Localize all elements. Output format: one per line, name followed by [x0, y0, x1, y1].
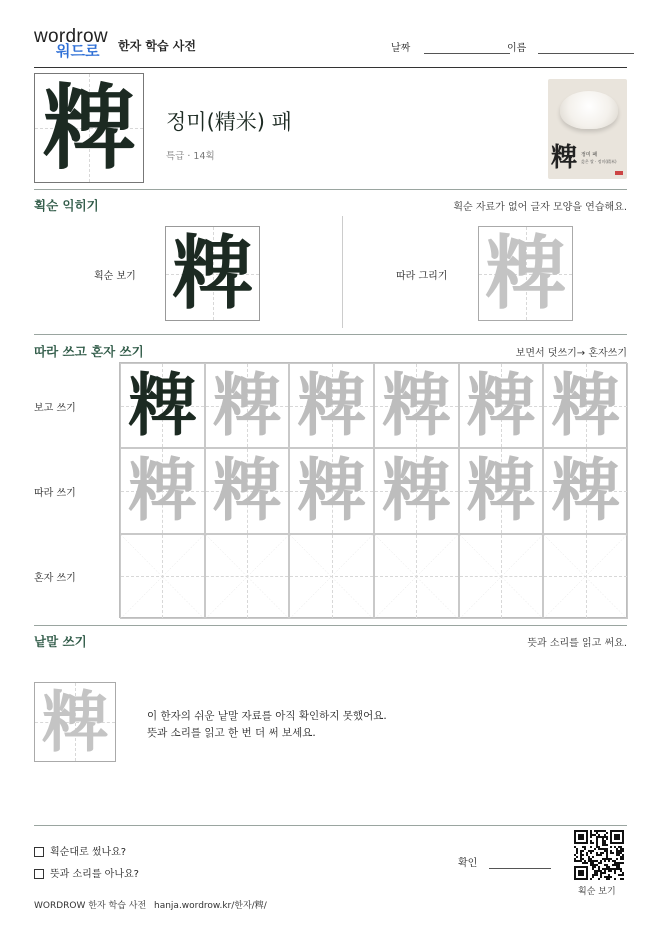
checklist-text-2: 뜻과 소리를 아나요? — [50, 869, 139, 880]
practice-character: 粺 — [466, 365, 535, 446]
practice-cell[interactable] — [120, 534, 205, 619]
practice-cell[interactable] — [374, 363, 459, 448]
vocab-section-title: 낱말 쓰기 — [34, 634, 87, 649]
vocab-message-1: 이 한자의 쉬운 낱말 자료를 아직 확인하지 못했어요. — [147, 710, 387, 722]
stroke-section-note: 획순 자료가 없어 글자 모양을 연습해요. — [453, 202, 627, 213]
divider-2 — [34, 334, 627, 335]
practice-cell[interactable] — [374, 534, 459, 619]
trace-character: 粺 — [485, 226, 566, 320]
practice-character: 粺 — [382, 450, 451, 531]
stroke-view-character: 粺 — [172, 226, 253, 320]
practice-cell[interactable] — [289, 448, 374, 533]
qr-code-icon[interactable] — [574, 830, 624, 880]
practice-character: 粺 — [382, 365, 451, 446]
practice-cell[interactable] — [289, 363, 374, 448]
practice-character: 粺 — [212, 450, 281, 531]
date-field[interactable] — [391, 39, 510, 54]
practice-section-title: 따라 쓰고 혼자 쓰기 — [34, 344, 144, 359]
checklist-item-1[interactable] — [34, 843, 126, 858]
practice-section-note: 보면서 덧쓰기→ 혼자쓰기 — [515, 348, 627, 359]
thumbnail-reading: 정미 패 — [581, 152, 598, 158]
name-label: 이름 — [507, 43, 527, 54]
divider-1 — [34, 189, 627, 190]
practice-cell[interactable] — [120, 363, 205, 448]
practice-cell[interactable] — [205, 363, 290, 448]
header-divider — [34, 67, 627, 68]
date-label: 날짜 — [391, 43, 411, 54]
row-label-see: 보고 쓰기 — [34, 403, 76, 414]
checkbox-2[interactable] — [34, 869, 44, 879]
practice-grid — [119, 362, 627, 618]
trace-box[interactable] — [478, 226, 573, 321]
practice-cell[interactable] — [543, 448, 628, 533]
thumbnail-image — [548, 79, 627, 179]
qr-caption: 획순 보기 — [578, 887, 616, 897]
practice-cell[interactable] — [374, 448, 459, 533]
row-label-trace: 따라 쓰기 — [34, 488, 76, 499]
stroke-column-divider — [342, 216, 343, 328]
practice-character: 粺 — [128, 450, 197, 531]
practice-cell[interactable] — [543, 363, 628, 448]
confirm-line — [489, 868, 551, 869]
practice-character: 粺 — [297, 365, 366, 446]
vocab-message-2: 뜻과 소리를 읽고 한 번 더 써 보세요. — [147, 727, 316, 739]
practice-cell[interactable] — [459, 448, 544, 533]
thumbnail-tag — [615, 171, 623, 175]
footer-url[interactable]: hanja.wordrow.kr/한자/粺/ — [154, 901, 267, 911]
footer-brand: WORDROW 한자 학습 사전 — [34, 901, 147, 911]
date-line — [424, 53, 510, 54]
logo[interactable] — [34, 27, 114, 67]
stroke-view-box[interactable] — [165, 226, 260, 321]
practice-cell[interactable] — [289, 534, 374, 619]
thumbnail-desc: 쓿은 쌀 · 정미(精米) — [581, 159, 617, 164]
divider-3 — [34, 625, 627, 626]
hero-meta: 특급 · 14획 — [166, 151, 215, 162]
practice-character: 粺 — [551, 365, 620, 446]
thumbnail-character: 粺 — [551, 143, 578, 173]
practice-cell[interactable] — [459, 534, 544, 619]
name-field[interactable] — [507, 39, 634, 54]
hero-title: 정미(精米) 패 — [166, 110, 292, 134]
vocab-section-note: 뜻과 소리를 읽고 써요. — [527, 638, 627, 649]
vocab-char-box[interactable] — [34, 682, 116, 762]
practice-character: 粺 — [212, 365, 281, 446]
row-label-alone: 혼자 쓰기 — [34, 573, 76, 584]
rice-bowl-icon — [560, 91, 618, 129]
hero-char-box — [34, 73, 144, 183]
logo-korean: 워드로 — [56, 42, 100, 60]
name-line — [538, 53, 634, 54]
logo-wordmark: wordrow — [34, 26, 108, 47]
divider-4 — [34, 825, 627, 826]
practice-cell[interactable] — [120, 448, 205, 533]
trace-label: 따라 그리기 — [396, 271, 448, 282]
stroke-section-title: 획순 익히기 — [34, 198, 99, 213]
checklist-text-1: 획순대로 썼나요? — [50, 847, 127, 858]
practice-cell[interactable] — [205, 448, 290, 533]
checklist-item-2[interactable] — [34, 865, 139, 880]
checkbox-1[interactable] — [34, 847, 44, 857]
practice-character: 粺 — [466, 450, 535, 531]
confirm-field[interactable] — [458, 854, 551, 869]
practice-character: 粺 — [551, 450, 620, 531]
vocab-character: 粺 — [42, 683, 108, 761]
confirm-label: 확인 — [458, 858, 478, 869]
practice-character: 粺 — [297, 450, 366, 531]
practice-character: 粺 — [128, 365, 197, 446]
practice-cell[interactable] — [459, 363, 544, 448]
app-title: 한자 학습 사전 — [118, 39, 196, 53]
practice-cell[interactable] — [543, 534, 628, 619]
practice-cell[interactable] — [205, 534, 290, 619]
stroke-view-label: 획순 보기 — [94, 271, 136, 282]
hero-character: 粺 — [42, 74, 135, 182]
